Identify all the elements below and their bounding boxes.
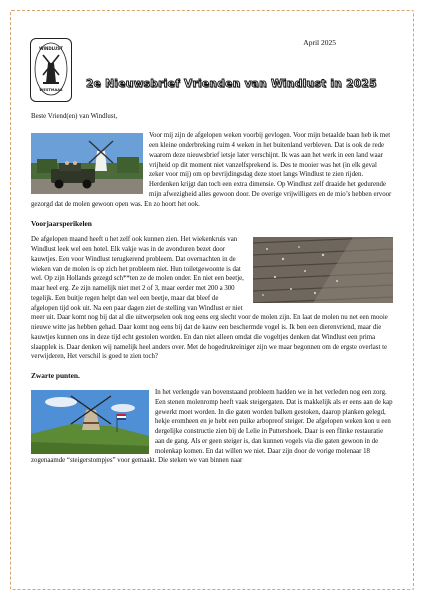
intro-paragraph: Voor mij zijn de afgelopen weken voorbij gevlogen. Voor mijn betaalde baan heb ik met een kleine onderbreking ruim 4 weken in het buitenland verbleven. Dat is ook de rede waarom deze nieuwsbrief ietsje later verschijnt. Ik was aan het werk in een land waar vrijheid op dit moment niet vanzelfsprekend is. Des te mooier was het (in elk geval zeker voor mij) om op bevrijdingsdag deze stoet langs Windlust te zien rijden. Herdenken krijgt dan toch een extra dimensie. Op Windlust zelf draaide het gedurende mijn afwezigheid alles gewoon door. De overige vrijwilligers en de mio’s hebben ervoor gezorgd dat de molen gewoon open was. En zo hoort het ook. [31, 132, 392, 208]
section-heading-zwarte-punten: Zwarte punten. [31, 371, 80, 381]
newsletter-body [31, 112, 393, 466]
windmill-logo-icon [31, 39, 71, 101]
section-heading-voorjaarsperikelen: Voorjaarsperikelen [31, 218, 92, 228]
section1-paragraph: De afgelopen maand heeft u het zelf ook kunnen zien. Het wiekenkruis van Windlust leek wel een hotel. Elk vakje was in de avonduren bezet door kauwtjes. Een voor Windlust terugkerend probleem. Dat overnachten in de wieken van de molen is op zich het probleem niet. Hun toiletgewoonte is dat wel. Op zijn Hollands gezegd sch**ten ze de molen onder. En niet een beetje, maar heel erg. Ze zijn namelijk niet met 2 of 3, maar eerder met 200 a 300 tegelijk. Een buitje regen helpt dan wel een beetje, maar dat bleef de afgelopen tijd ook uit. Na een paar dagen ziet de stelling van Windlust er niet meer uit. Daar komt nog bij dat al die uitwerpselen ook nog eens erg slecht voor de molen zijn. En laat de molen nu net een mooie nieuwe witte jas hebben gehad. Daar komt nog eens bij dat de kauw een beschermde vogel is. Ik ben een dierenvriend, maar die kauwtjes kunnen ons in deze tijd echt gestolen worden. En dan niet alleen omdat die vogeltjes denken dat Windlust een prima slaapplek is. Daar denken wij namelijk heel anders over. Met de hogedrukreiniger zijn we maar begonnen om de ergste overlast te verwijderen, Het verschil is goed te zien toch? [31, 235, 393, 362]
logo-top-text: WINDLUST [39, 46, 63, 51]
windlust-logo [30, 38, 72, 102]
logo-bottom-text: WESTMAAS [39, 88, 63, 92]
section2-paragraph: In het verlengde van bovenstaand probleem hadden we in het verleden nog een zorg. Een stenen molenromp heeft vaak steigergaten. Dat is makkelijk als er eens aan de kap gewerkt moet worden. In die gaten worden balken gestoken, daarop planken gelegd, hekje eromheen en je hebt een puike arbopreof steiger. De afgelopen weken kon u een dergelijke constructie zien bij de Lelie in Puttershoek. Daar is een flinke restauratie aan de gang. Als er geen steiger is, dan kunnen vogels via die gaten gewoon in de molenkap komen. En dat willen we niet. Daar zijn door de vorige molenaar 18 zogenaamde “steigerstompjes” voor gemaakt. Die steken we van binnen naar [31, 389, 393, 465]
parade-photo [31, 133, 143, 194]
dirty-stage-photo [253, 237, 393, 303]
issue-date: April 2025 [303, 38, 336, 47]
greeting: Beste Vriend(en) van Windlust, [31, 113, 118, 120]
windmill-photo [31, 390, 149, 454]
newsletter-title: 2e Nieuwsbrief Vrienden van Windlust in 2025 [86, 78, 377, 90]
